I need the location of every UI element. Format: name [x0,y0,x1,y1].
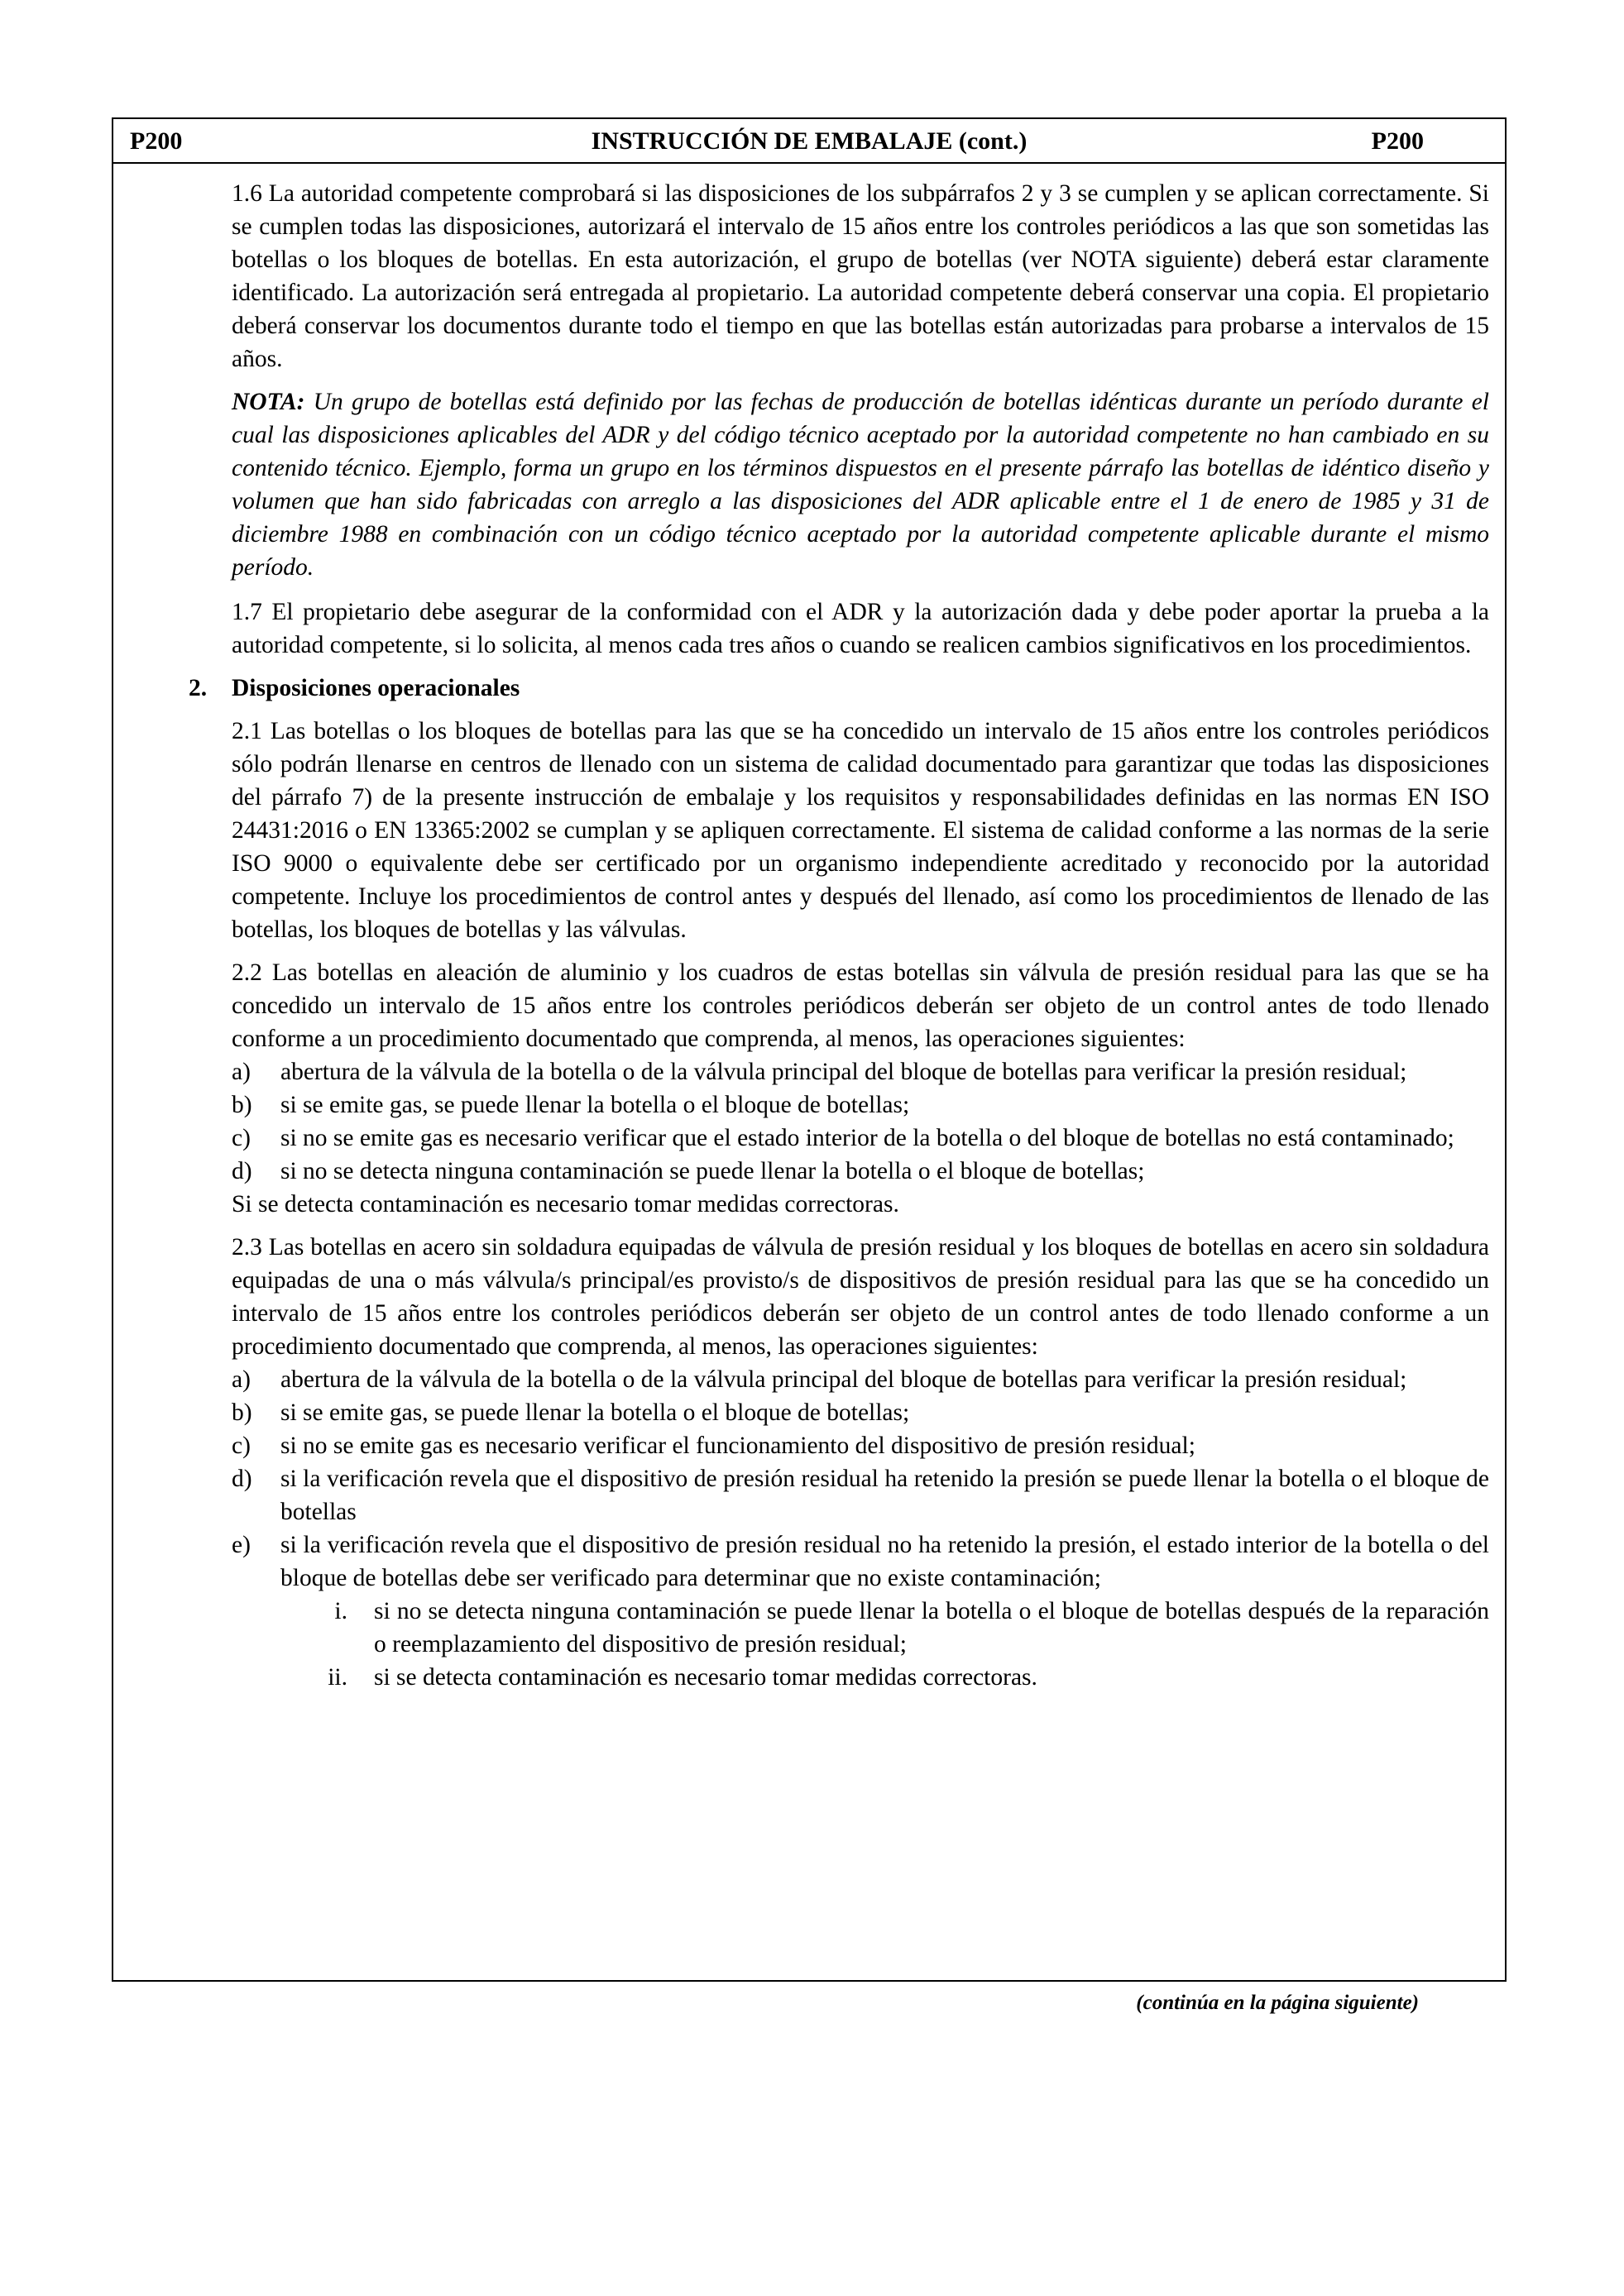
header-title: INSTRUCCIÓN DE EMBALAJE (cont.) [591,127,1028,155]
list-item [232,1155,1489,1188]
list-item-label: e) [232,1532,251,1558]
list-item-text: si no se emite gas es necesario verificar el funcionamiento del dispositivo de presión residual; [280,1433,1195,1459]
sub-list-item-text: si se detecta contaminación es necesario tomar medidas correctoras. [374,1664,1037,1691]
list-item-text: si se emite gas, se puede llenar la botella o el bloque de botellas; [280,1092,910,1118]
list-item-label: c) [232,1433,251,1459]
header-code-right: P200 [1371,127,1424,155]
section-2-heading [189,672,1489,705]
list-item-text: si la verificación revela que el dispositivo de presión residual no ha retenido la presión, el estado interior de la botella o del bloque de botellas debe ser verificado para determinar que no existe contaminación; [280,1532,1489,1591]
list-item-label: d) [232,1158,252,1184]
packing-instruction-table [112,117,1507,1982]
list-item-text: abertura de la válvula de la botella o de la válvula principal del bloque de botellas para verificar la presión residual; [280,1059,1407,1085]
list-item-label: c) [232,1125,251,1151]
list-item-text: si no se emite gas es necesario verificar que el estado interior de la botella o del bloque de botellas no está contaminado; [280,1125,1454,1151]
list-item [232,1363,1489,1396]
list-item [232,1462,1489,1528]
paragraph-2-2-intro: 2.2 Las botellas en aleación de aluminio y los cuadros de estas botellas sin válvula de presión residual para las que se ha concedido un intervalo de 15 años entre los controles periódicos deberán ser objeto de un control antes de todo llenado conforme a un procedimiento documentado que comprenda, al menos, las operaciones siguientes: [232,959,1489,1052]
paragraph-2-1: 2.1 Las botellas o los bloques de botellas para las que se ha concedido un intervalo de 15 años entre los controles periódicos sólo podrán llenarse en centros de llenado con un sistema de calidad documentado para garantizar que todas las disposiciones del párrafo 7) de la presente instrucción de embalaje y los requisitos y responsabilidades definidas en las normas EN ISO 24431:2016 o EN 13365:2002 se cumplan y se apliquen correctamente. El sistema de calidad conforme a las normas de la serie ISO 9000 o equivalente debe ser certificado por un organismo independiente acreditado y reconocido por la autoridad competente. Incluye los procedimientos de control antes y después del llenado, así como los procedimientos de llenado de las botellas, los bloques de botellas y las válvulas. [232,718,1489,943]
note-label: NOTA: [232,389,305,415]
sub-list-item-text: si no se detecta ninguna contaminación se puede llenar la botella o el bloque de botellas después de la reparación o reemplazamiento del dispositivo de presión residual; [374,1598,1489,1657]
list-item-text: abertura de la válvula de la botella o de la válvula principal del bloque de botellas para verificar la presión residual; [280,1366,1407,1393]
paragraph-1-6: 1.6 La autoridad competente comprobará si las disposiciones de los subpárrafos 2 y 3 se cumplen y se aplican correctamente. Si se cumplen todas las disposiciones, autorizará el intervalo de 15 años entre los controles periódicos a las que son sometidas las botellas o los bloques de botellas. En esta autorización, el grupo de botellas (ver NOTA siguiente) deberá estar claramente identificado. La autorización será entregada al propietario. La autoridad competente deberá conservar una copia. El propietario deberá conservar los documentos durante todo el tiempo en que las botellas están autorizadas para probarse a intervalos de 15 años. [232,180,1489,372]
list-item [232,1528,1489,1595]
list-item-label: a) [232,1059,251,1085]
paragraph-2-2 [232,956,1489,1221]
instruction-body [189,177,1489,1694]
list-item-label: d) [232,1466,252,1492]
sub-list-item [232,1661,1489,1694]
list-item [232,1088,1489,1122]
list-item-label: b) [232,1399,252,1426]
paragraph-2-2-closing: Si se detecta contaminación es necesario tomar medidas correctoras. [232,1191,899,1217]
list-item [232,1055,1489,1088]
section-2-title: Disposiciones operacionales [232,675,520,701]
sub-list-item-label: i. [334,1598,347,1624]
list-item [232,1429,1489,1462]
list-item-label: b) [232,1092,252,1118]
list-item-text: si no se detecta ninguna contaminación se puede llenar la botella o el bloque de botellas; [280,1158,1145,1184]
sub-list-item-label: ii. [328,1664,347,1691]
sub-list-item [232,1595,1489,1661]
list-item [232,1396,1489,1429]
header-code-left: P200 [130,127,183,155]
paragraph-1-7: 1.7 El propietario debe asegurar de la conformidad con el ADR y la autorización dada y debe poder aportar la prueba a la autoridad competente, si lo solicita, al menos cada tres años o cuando se realicen cambios significativos en los procedimientos. [232,599,1489,658]
list-item-label: a) [232,1366,251,1393]
list-item [232,1122,1489,1155]
paragraph-2-3-intro: 2.3 Las botellas en acero sin soldadura equipadas de válvula de presión residual y los bloques de botellas en acero sin soldadura equipadas de una o más válvula/s principal/es provisto/s de dispositivos de presión residual para las que se ha concedido un intervalo de 15 años entre los controles periódicos deberán ser objeto de un control antes de todo llenado conforme a un procedimiento documentado que comprenda, al menos, las operaciones siguientes: [232,1234,1489,1360]
continues-next-page-note: (continúa en la página siguiente) [1136,1992,1419,2014]
paragraph-2-3 [232,1231,1489,1694]
list-item-text: si se emite gas, se puede llenar la botella o el bloque de botellas; [280,1399,910,1426]
list-item-text: si la verificación revela que el dispositivo de presión residual ha retenido la presión se puede llenar la botella o el bloque de botellas [280,1466,1489,1525]
note-paragraph [232,385,1489,584]
section-2-number: 2. [189,675,208,701]
note-text: Un grupo de botellas está definido por las fechas de producción de botellas idénticas durante un período durante el cual las disposiciones aplicables del ADR y del código técnico aceptado por la autoridad competente no han cambiado en su contenido técnico. Ejemplo, forma un grupo en los términos dispuestos en el presente párrafo las botellas de idéntico diseño y volumen que han sido fabricadas con arreglo a las disposiciones del ADR aplicable entre el 1 de enero de 1985 y 31 de diciembre 1988 en combinación con un código técnico aceptado por la autoridad competente aplicable durante el mismo período. [232,389,1489,581]
table-header [113,119,1505,164]
